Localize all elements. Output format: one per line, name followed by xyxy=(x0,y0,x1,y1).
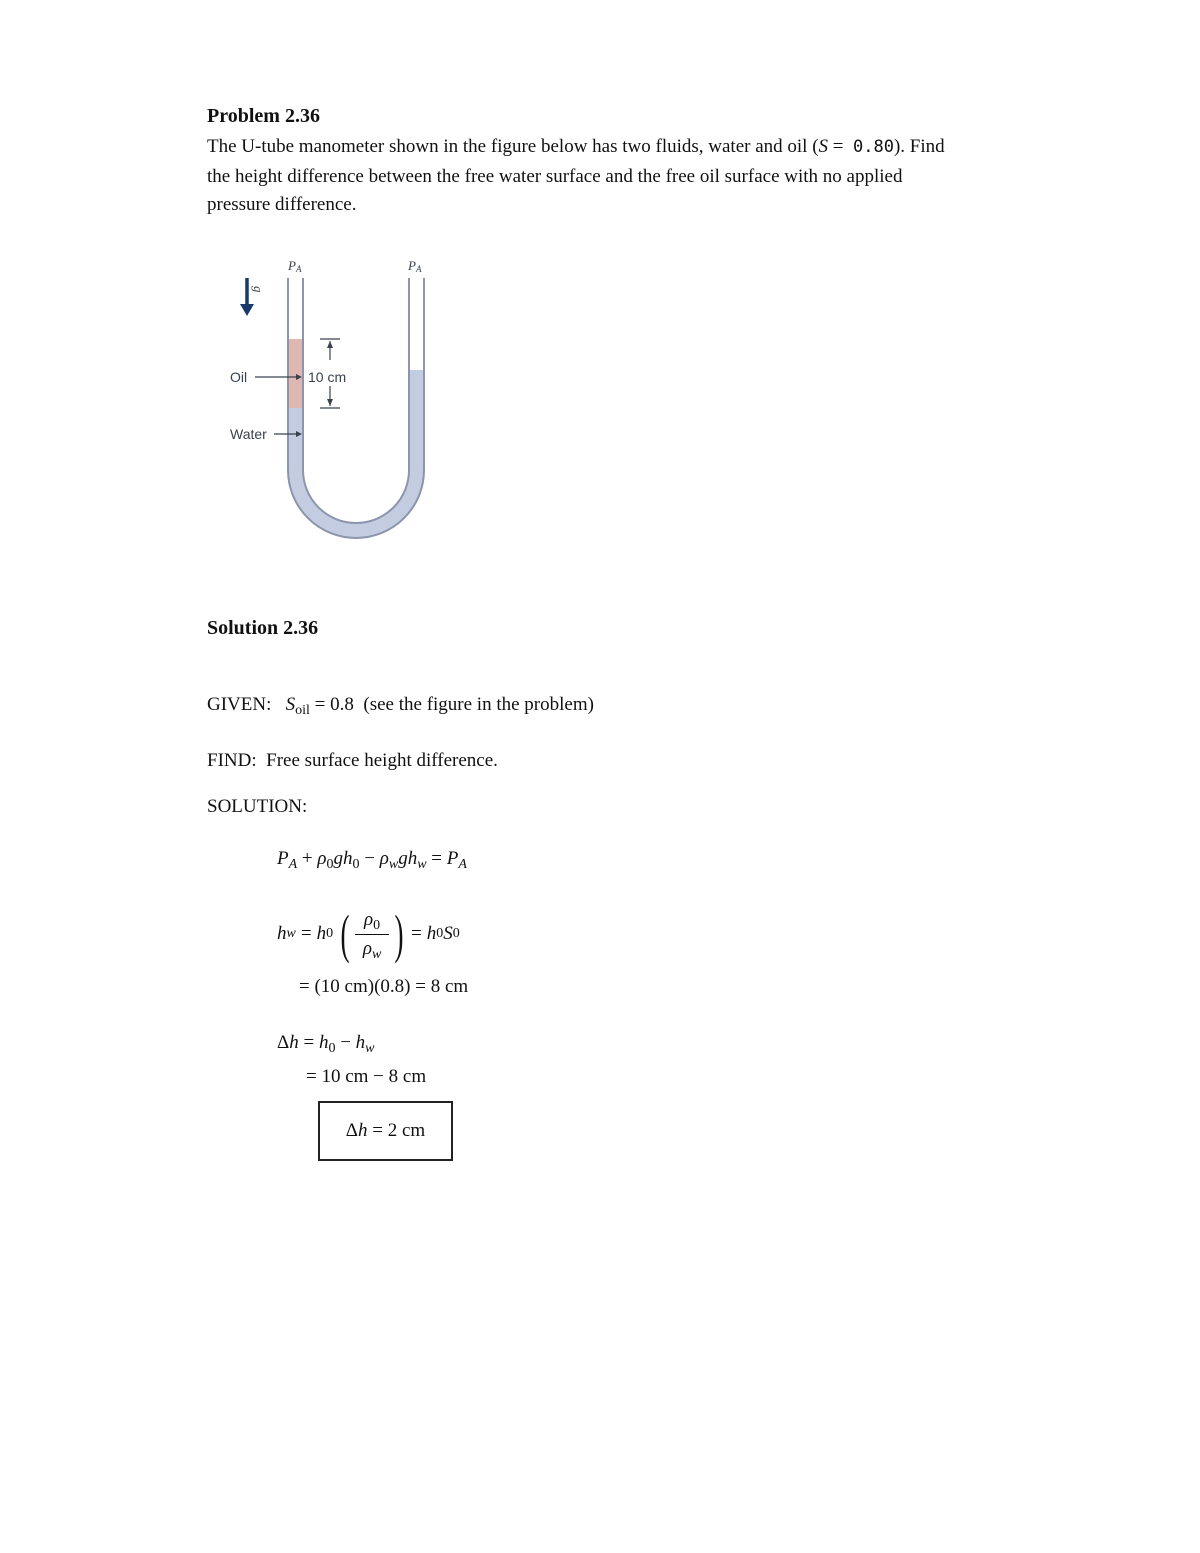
gravity-label: g xyxy=(251,286,266,293)
water-label: Water xyxy=(230,426,267,442)
given-line: GIVEN: $S_{oil} = 0.8$ (see the figure in the problem) xyxy=(207,694,594,718)
manometer-figure xyxy=(220,250,450,550)
equation-3: = (10 cm)(0.8) = 8 cm xyxy=(299,976,469,997)
oil-fill xyxy=(288,339,303,408)
equation-5: = 10 cm − 8 cm xyxy=(306,1066,427,1087)
problem-statement xyxy=(207,132,1107,220)
fraction: $\rho_0$ $\rho_w$ xyxy=(355,909,389,960)
problem-text-after: ). Find xyxy=(893,136,945,157)
pa-left-label: PA xyxy=(288,258,302,274)
dimension-label: 10 cm xyxy=(308,369,347,385)
gravity-arrow-icon xyxy=(240,278,254,316)
given-note: (see the figure in the problem) xyxy=(363,694,594,715)
given-value: = 0.8 xyxy=(314,694,354,715)
find-label: FIND: xyxy=(207,750,257,771)
s-symbol: S xyxy=(818,136,829,157)
find-text: Free surface height difference. xyxy=(266,750,498,771)
solution-label: SOLUTION: xyxy=(207,796,308,817)
problem-title: Problem 2.36 xyxy=(207,105,320,127)
given-label: GIVEN: xyxy=(207,694,272,715)
problem-text-before: The U-tube manometer shown in the figure below has two fluids, water and oil ( xyxy=(207,136,819,157)
solution-title: Solution 2.36 xyxy=(207,617,319,639)
equation-4: $\Delta h = h_0 - h_w$ xyxy=(277,1032,375,1056)
s-value: 0.80 xyxy=(853,137,894,157)
problem-line-2: the height difference between the free water surface and the free oil surface with no applied xyxy=(207,166,903,187)
equation-2: h w = h 0 ( $\rho_0$ $\rho_w$ ) = h 0 S 0 xyxy=(277,904,460,964)
tube-inner-wall xyxy=(303,278,409,523)
answer-box: Δ h = 2 cm xyxy=(318,1101,453,1161)
given-symbol: S xyxy=(285,694,296,715)
water-fill xyxy=(288,370,424,538)
oil-label: Oil xyxy=(230,369,248,385)
equation-1: $P_A + \rho_0gh_0 - \rho_wgh_w = P_A$ xyxy=(277,848,467,872)
find-line xyxy=(207,750,498,772)
s-eq: = xyxy=(832,136,844,157)
problem-line-3: pressure difference. xyxy=(207,194,357,215)
pa-right-label: PA xyxy=(408,258,422,274)
